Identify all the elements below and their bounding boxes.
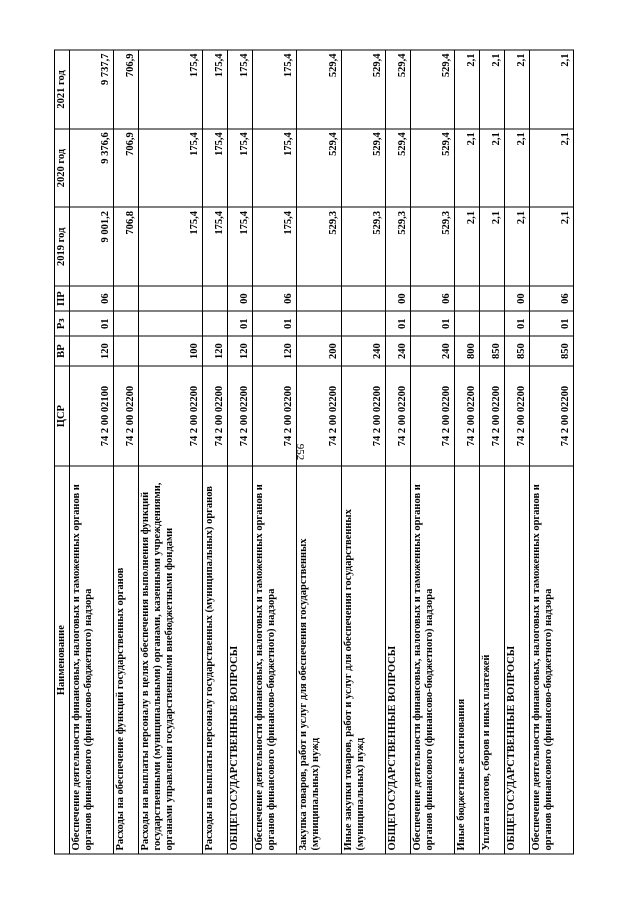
- cell-csr: 74 2 00 02200: [455, 366, 480, 466]
- table-row: [297, 50, 341, 854]
- cell-vr: 800: [455, 336, 480, 366]
- table-row: [139, 50, 203, 854]
- cell-2019: 529,3: [297, 207, 341, 286]
- cell-pr: 06: [70, 286, 114, 311]
- cell-vr: [114, 336, 139, 366]
- table-row: [386, 50, 411, 854]
- table-row: [529, 50, 574, 854]
- cell-pr: [114, 286, 139, 311]
- cell-rz: 01: [228, 311, 253, 336]
- cell-vr: 120: [228, 336, 253, 366]
- cell-name: Обеспечение деятельности финансовых, налоговых и таможенных органов и органов финансового (финансово-бюджетного) надзора: [70, 466, 114, 854]
- cell-2020: 175,4: [228, 129, 253, 208]
- cell-rz: 01: [70, 311, 114, 336]
- cell-csr: 74 2 00 02200: [410, 366, 454, 466]
- cell-csr: 74 2 00 02200: [252, 366, 296, 466]
- cell-pr: [297, 286, 341, 311]
- cell-csr: 74 2 00 02200: [504, 366, 529, 466]
- cell-2021: 175,4: [228, 50, 253, 129]
- cell-name: ОБЩЕГОСУДАРСТВЕННЫЕ ВОПРОСЫ: [228, 466, 253, 854]
- table-row: [70, 50, 114, 854]
- cell-csr: 74 2 00 02200: [480, 366, 505, 466]
- cell-2021: 529,4: [341, 50, 385, 129]
- cell-pr: 00: [228, 286, 253, 311]
- cell-2019: 2,1: [504, 207, 529, 286]
- cell-csr: 74 2 00 02200: [341, 366, 385, 466]
- cell-name: Иные закупки товаров, работ и услуг для обеспечения государственных (муниципальных) нужд: [341, 466, 385, 854]
- cell-rz: 01: [529, 311, 574, 336]
- cell-csr: 74 2 00 02200: [114, 366, 139, 466]
- cell-2021: 9 737,7: [70, 50, 114, 129]
- cell-2020: 529,4: [386, 129, 411, 208]
- cell-pr: 06: [252, 286, 296, 311]
- table-row: [480, 50, 505, 854]
- cell-name: Обеспечение деятельности финансовых, налоговых и таможенных органов и органов финансового (финансово-бюджетного) надзора: [529, 466, 574, 854]
- cell-2019: 9 001,2: [70, 207, 114, 286]
- cell-vr: 850: [504, 336, 529, 366]
- cell-2020: 529,4: [341, 129, 385, 208]
- cell-2020: 706,9: [114, 129, 139, 208]
- cell-2019: 175,4: [139, 207, 203, 286]
- cell-vr: 240: [410, 336, 454, 366]
- cell-csr: 74 2 00 02200: [529, 366, 574, 466]
- cell-vr: 100: [139, 336, 203, 366]
- header-2020: 2020 год: [55, 129, 70, 208]
- cell-2019: 175,4: [252, 207, 296, 286]
- cell-pr: [341, 286, 385, 311]
- cell-csr: 74 2 00 02200: [139, 366, 203, 466]
- cell-2020: 175,4: [139, 129, 203, 208]
- cell-2021: 2,1: [455, 50, 480, 129]
- cell-2019: 529,3: [410, 207, 454, 286]
- cell-pr: [139, 286, 203, 311]
- cell-name: ОБЩЕГОСУДАРСТВЕННЫЕ ВОПРОСЫ: [386, 466, 411, 854]
- cell-name: Уплата налогов, сборов и иных платежей: [480, 466, 505, 854]
- cell-vr: 120: [70, 336, 114, 366]
- cell-2019: 2,1: [455, 207, 480, 286]
- budget-table: [54, 50, 574, 855]
- cell-2021: 529,4: [386, 50, 411, 129]
- header-2021: 2021 год: [55, 50, 70, 129]
- cell-pr: [480, 286, 505, 311]
- cell-name: ОБЩЕГОСУДАРСТВЕННЫЕ ВОПРОСЫ: [504, 466, 529, 854]
- table-header-row: [55, 50, 70, 854]
- cell-csr: 74 2 00 02200: [386, 366, 411, 466]
- cell-2019: 2,1: [480, 207, 505, 286]
- cell-2019: 529,3: [386, 207, 411, 286]
- cell-pr: 00: [386, 286, 411, 311]
- cell-2019: 529,3: [341, 207, 385, 286]
- cell-2021: 175,4: [252, 50, 296, 129]
- cell-rz: 01: [504, 311, 529, 336]
- cell-name: Закупка товаров, работ и услуг для обеспечения государственных (муниципальных) нужд: [297, 466, 341, 854]
- cell-rz: [139, 311, 203, 336]
- cell-2019: 706,8: [114, 207, 139, 286]
- cell-2019: 2,1: [529, 207, 574, 286]
- cell-2020: 529,4: [410, 129, 454, 208]
- cell-vr: 200: [297, 336, 341, 366]
- cell-2020: 175,4: [252, 129, 296, 208]
- cell-vr: 850: [529, 336, 574, 366]
- cell-2021: 175,4: [139, 50, 203, 129]
- header-csr: ЦСР: [55, 366, 70, 466]
- cell-2019: 175,4: [203, 207, 228, 286]
- header-vr: ВР: [55, 336, 70, 366]
- cell-pr: 06: [529, 286, 574, 311]
- cell-vr: 850: [480, 336, 505, 366]
- cell-name: Обеспечение деятельности финансовых, налоговых и таможенных органов и органов финансового (финансово-бюджетного) надзора: [410, 466, 454, 854]
- table-row: [455, 50, 480, 854]
- cell-pr: [455, 286, 480, 311]
- cell-csr: 74 2 00 02200: [297, 366, 341, 466]
- cell-pr: 00: [504, 286, 529, 311]
- cell-2020: 2,1: [480, 129, 505, 208]
- cell-2021: 175,4: [203, 50, 228, 129]
- table-row: [228, 50, 253, 854]
- cell-csr: 74 2 00 02200: [228, 366, 253, 466]
- cell-2021: 706,9: [114, 50, 139, 129]
- cell-rz: [455, 311, 480, 336]
- cell-vr: 240: [341, 336, 385, 366]
- cell-2021: 2,1: [529, 50, 574, 129]
- cell-name: Расходы на выплаты персоналу в целях обеспечения выполнения функций государственными (муниципальными) органами, казенными учреждениями, органами управления государственными внебюджетными фондами: [139, 466, 203, 854]
- cell-rz: [341, 311, 385, 336]
- cell-2021: 529,4: [410, 50, 454, 129]
- header-rz: Рз: [55, 311, 70, 336]
- cell-csr: 74 2 00 02100: [70, 366, 114, 466]
- cell-2020: 175,4: [203, 129, 228, 208]
- cell-rz: [480, 311, 505, 336]
- cell-2020: 2,1: [455, 129, 480, 208]
- cell-pr: [203, 286, 228, 311]
- cell-2020: 9 376,6: [70, 129, 114, 208]
- cell-csr: 74 2 00 02200: [203, 366, 228, 466]
- cell-name: Иные бюджетные ассигнования: [455, 466, 480, 854]
- cell-rz: [297, 311, 341, 336]
- table-row: [504, 50, 529, 854]
- table-row: [410, 50, 454, 854]
- cell-rz: 01: [386, 311, 411, 336]
- table-row: [203, 50, 228, 854]
- header-2019: 2019 год: [55, 207, 70, 286]
- header-pr: ПР: [55, 286, 70, 311]
- cell-2021: 2,1: [480, 50, 505, 129]
- table-row: [114, 50, 139, 854]
- cell-vr: 240: [386, 336, 411, 366]
- cell-name: Расходы на выплаты персоналу государственных (муниципальных) органов: [203, 466, 228, 854]
- cell-2019: 175,4: [228, 207, 253, 286]
- cell-name: Обеспечение деятельности финансовых, налоговых и таможенных органов и органов финансового (финансово-бюджетного) надзора: [252, 466, 296, 854]
- budget-table-container: [54, 50, 574, 855]
- cell-2021: 529,4: [297, 50, 341, 129]
- cell-2020: 2,1: [529, 129, 574, 208]
- cell-rz: [114, 311, 139, 336]
- cell-rz: 01: [410, 311, 454, 336]
- header-name: Наименование: [55, 466, 70, 854]
- cell-rz: 01: [252, 311, 296, 336]
- cell-2021: 2,1: [504, 50, 529, 129]
- cell-vr: 120: [203, 336, 228, 366]
- table-row: [341, 50, 385, 854]
- cell-vr: 120: [252, 336, 296, 366]
- cell-pr: 06: [410, 286, 454, 311]
- page-number: 952: [294, 443, 306, 461]
- cell-name: Расходы на обеспечение функций государственных органов: [114, 466, 139, 854]
- cell-2020: 529,4: [297, 129, 341, 208]
- cell-rz: [203, 311, 228, 336]
- cell-2020: 2,1: [504, 129, 529, 208]
- table-row: [252, 50, 296, 854]
